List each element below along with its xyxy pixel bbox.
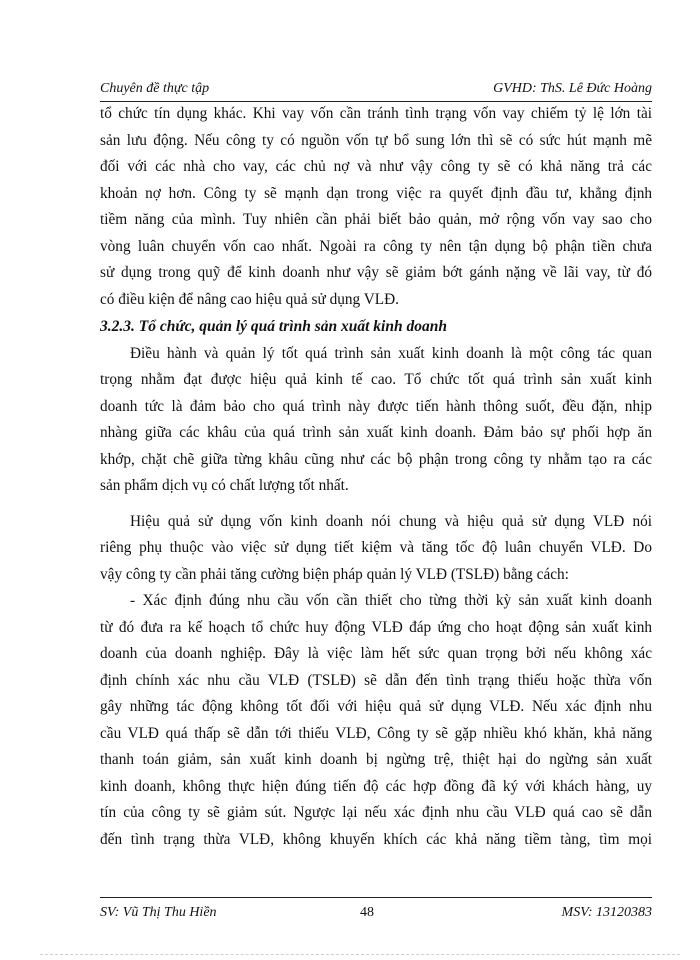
text-line: gây những tác động không tốt đối với hiệu quả sử dụng VLĐ. Nếu xác định nhu [100, 698, 652, 715]
text-line: tổ chức tín dụng khác. Khi vay vốn cần tránh tình trạng vốn vay chiếm tỷ lệ lớn tài [100, 105, 652, 122]
text-line: cầu VLĐ quá thấp sẽ dẫn tới thiếu VLĐ, Công ty sẽ gặp nhiều khó khăn, khả năng [100, 724, 652, 742]
footer-student-name: SV: Vũ Thị Thu Hiền [100, 905, 217, 920]
text-line: nhàng giữa các khâu của quá trình sản xuất kinh doanh. Đảm bảo sự phối hợp ăn [100, 424, 652, 441]
text-line: tín của công ty sẽ giảm sút. Ngược lại nếu xác định nhu cầu VLĐ quá cao sẽ dẫn [100, 804, 652, 821]
paragraph-3 [100, 509, 652, 589]
paragraph-spacing [100, 500, 652, 509]
text-line: khớp, chặt chẽ giữa từng khâu cũng như các bộ phận trong công ty nhằm tạo ra các [100, 450, 652, 468]
text-line: từ đó đưa ra kế hoạch tổ chức huy động VLĐ đáp ứng cho hoạt động sản xuất kinh [100, 618, 652, 636]
text-line: có điều kiện để nâng cao hiệu quả sử dụng VLĐ. [100, 290, 399, 308]
text-line: thanh toán giảm, sản xuất kinh doanh bị ngừng trệ, thiệt hại do ngừng sản xuất [100, 751, 652, 768]
footer-student-id: MSV: 13120383 [561, 905, 652, 920]
text-line: Điều hành và quản lý tốt quá trình sản xuất kinh doanh là một công tác quan [130, 344, 652, 362]
page-number: 48 [360, 905, 374, 920]
text-line: vòng luân chuyển vốn cao nhất. Ngoài ra công ty nên tận dụng bộ phận tiền chưa [100, 237, 652, 255]
text-line: trọng nhằm đạt được hiệu quả kinh tế cao. Tổ chức tốt quá trình sản xuất kinh [100, 371, 652, 388]
document-body [100, 101, 652, 853]
text-line: khoản nợ hơn. Công ty sẽ mạnh dạn trong việc ra quyết định đầu tư, khẳng định [100, 184, 652, 202]
text-line: đến tình trạng thừa VLĐ, không khuyến khích các khả năng tiềm tàng, tìm mọi [100, 830, 652, 848]
paragraph-2 [100, 341, 652, 500]
text-line: doanh của doanh nghiệp. Đây là việc làm hết sức quan trọng bởi nếu không xác [100, 645, 652, 662]
text-line: Hiệu quả sử dụng vốn kinh doanh nói chung và hiệu quả sử dụng VLĐ nói [130, 512, 652, 530]
footer-divider [100, 897, 652, 898]
header-left-title: Chuyên đề thực tập [100, 81, 210, 96]
text-line: sử dụng trong quỹ để kinh doanh như vậy sẽ giảm bớt gánh nặng về lãi vay, từ đó [100, 264, 652, 281]
paragraph-1 [100, 101, 652, 313]
bullet-paragraph [100, 588, 652, 853]
text-line: sản lưu động. Nếu công ty có nguồn vốn tự bổ sung lớn thì sẽ có sức hút mạnh mẽ [100, 131, 652, 149]
text-line: đối với các nhà cho vay, các chủ nợ và như vậy công ty sẽ có khả năng trả các [100, 158, 652, 175]
page-boundary [40, 954, 680, 955]
header-right-supervisor: GVHD: ThS. Lê Đức Hoàng [493, 81, 652, 96]
text-line: sản phẩm dịch vụ có chất lượng tốt nhất. [100, 477, 349, 494]
text-line: - Xác định đúng nhu cầu vốn cần thiết cho từng thời kỳ sản xuất kinh doanh [130, 592, 652, 609]
text-line: riêng phụ thuộc vào việc sử dụng tiết kiệm và tăng tốc độ luân chuyển VLĐ. Do [100, 539, 652, 556]
section-heading: 3.2.3. Tổ chức, quản lý quá trình sản xuất kinh doanh [100, 318, 447, 335]
text-line: định chính xác nhu cầu VLĐ (TSLĐ) sẽ dẫn đến tình trạng thiếu hoặc thừa vốn [100, 671, 652, 689]
text-line: tiềm năng của mình. Tuy nhiên cần phải biết bảo quản, mở rộng vốn vay sao cho [100, 211, 652, 228]
text-line: kinh doanh, không thực hiện đúng tiến độ các hợp đồng đã ký với khách hàng, uy [100, 777, 652, 795]
text-line: doanh tức là đảm bảo cho quá trình này được tiến hành thông suốt, đều đặn, nhịp [100, 397, 652, 415]
page-header [100, 80, 652, 98]
text-line: vậy công ty cần phải tăng cường biện pháp quản lý VLĐ (TSLĐ) bằng cách: [100, 565, 569, 583]
